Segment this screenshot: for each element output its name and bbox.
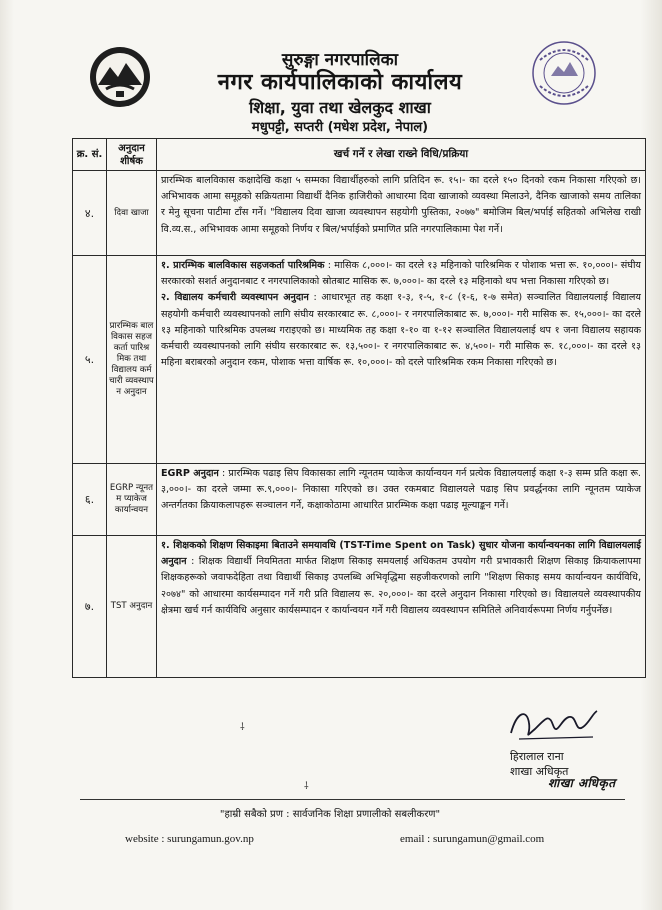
footer-slogan: "हाम्री सबैको प्रण : सार्वजनिक शिक्षा प्रणालीको सबलीकरण" bbox=[219, 809, 441, 820]
procedure-paragraph: १. प्रारम्भिक बालविकास सहजकर्ता पारिश्रमिक : मासिक ८,०००।- का दरले १३ महिनाको पारिश्रमिक र पोशाक भत्ता रू. १०,०००।- संघीय सरकारको सशर्त अनुदानबाट र नगरपालिकाको स्रोतबाट मासिक रू. ७,०००।- का दरले १३ महिनाको थप भत्ता निकासा गरिएको छ। bbox=[161, 260, 641, 288]
row-grant-title: EGRP न्यूनतम प्याकेज कार्यान्वयन bbox=[107, 464, 157, 536]
row-procedure bbox=[157, 536, 646, 678]
row-sn: ७. bbox=[73, 536, 107, 678]
procedure-paragraph: १. शिक्षकको शिक्षण सिकाइमा बिताउने समयावधि (TST-Time Spent on Task) सुधार योजना कार्यान्वयनका लागि विद्यालयलाई अनुदान : शिक्षक विद्यार्थी नियमितता मार्फत शिक्षण सिकाइ समयलाई अधिकतम उपयोग गरी प्रभावकारी शिक्षण सिकाइ क्रियाकलापमा शिक्षकहरूको जवाफदेहिता तथा विद्यार्थी सिकाइ उपलब्धि अभिवृद्धिमा सहजीकरणको लागि "शिक्षण सिकाइ समय कार्यान्वयन कार्यविधि, २०७४" को आधारमा कार्यसम्पादन गर्ने गरी प्रति विद्यालय रू. २०,०००।- का दरले अनुदान निकासा गरिएको छ। विद्यालयले व्यवस्थापकीय क्षेत्रमा खर्च गर्न कार्यविधि अनुसार कार्यसम्पादन र कार्यान्वयन गर्ने गरी विद्यालय व्यवस्थापन समितिले अनिवार्यरूपमा निर्णय गर्नुपर्नेछ। bbox=[161, 540, 641, 616]
footer-divider bbox=[80, 799, 625, 800]
municipal-emblem-icon bbox=[88, 45, 152, 109]
header-grant-title: अनुदान शीर्षक bbox=[107, 139, 157, 171]
procedure-paragraph: प्रारम्भिक बालविकास कक्षादेखि कक्षा ५ सम्मका विद्यार्थीहरुको लागि प्रतिदिन रू. १५।- का दरले १५० दिनको रकम निकासा गरिएको छ। अभिभावक आमा समूहको सक्रियतामा विद्यार्थी दैनिक हाजिरीको आधारमा दिवा खाजाको व्यवस्था मिलाउने, दैनिक खाजाको समय तालिका र मेनु सूचना पाटीमा टाँस गर्ने। "विद्यालय दिवा खाजा व्यवस्थापन सहयोगी पुस्तिका, २०७७" बमोजिम बिल/भर्पाई सहितको अभिलेख राखी वि.व्य.स., अभिभावक आमा समूहको निर्णय र बिल/भर्पाईको प्रमाणित प्रति नगरपालिकामा पेश गर्ने। bbox=[161, 175, 641, 235]
office-seal-icon bbox=[531, 40, 597, 106]
row-grant-title: TST अनुदान bbox=[107, 536, 157, 678]
grant-procedure-table bbox=[72, 138, 646, 678]
procedure-paragraph: EGRP अनुदान : प्रारम्भिक पढाइ सिप विकासका लागि न्यूनतम प्याकेज कार्यान्वयन गर्न प्रत्येक विद्यालयलाई कक्षा १-३ सम्म प्रति कक्षा रू. ३,०००।- का दरले जम्मा रू.९,०००।- निकासा गरिएको छ। उक्त रकमबाट विद्यालयले पढाइ सिप प्रवर्द्धनका लागि न्यूनतम प्याकेज अन्तर्गतका क्रियाकलापहरू सञ्चालन गर्ने, कक्षाकोठामा आधारित प्रारम्भिक कक्षा पढाइ मूल्याङ्कन गर्ने। bbox=[161, 468, 641, 512]
official-stamp: शाखा अधिकृत bbox=[548, 776, 616, 790]
signer-role: शाखा अधिकृत bbox=[510, 765, 569, 778]
table-row bbox=[73, 256, 646, 464]
row-sn: ५. bbox=[73, 256, 107, 464]
header-sn: क्र. सं. bbox=[73, 139, 107, 171]
branch-name: शिक्षा, युवा तथा खेलकुद शाखा bbox=[249, 98, 431, 117]
table-row bbox=[73, 171, 646, 256]
footer-email: email : surungamun@gmail.com bbox=[400, 833, 545, 845]
footer-website: website : surungamun.gov.np bbox=[125, 833, 254, 845]
table-header-row bbox=[73, 139, 646, 171]
signature-icon bbox=[505, 703, 600, 745]
municipality-name: सुरुङ्गा नगरपालिका bbox=[281, 50, 399, 70]
row-procedure bbox=[157, 464, 646, 536]
row-sn: ६. bbox=[73, 464, 107, 536]
procedure-paragraph: २. विद्यालय कर्मचारी व्यवस्थापन अनुदान : आधारभूत तह कक्षा १-३, १-५, १-८ (१-६, १-७ समेत) सञ्चालित विद्यालयलाई विद्यालय सहयोगी कर्मचारी व्यवस्थापनको लागि संघीय सरकारबाट रू. ८,०००।- र नगरपालिकाबाट रू. ७,०००।- गरी मासिक रू. १५,०००।- का दरले १३ महिनाको पारिश्रमिक उपलब्ध गराइएको छ। माध्यमिक तह कक्षा १-१० वा १-१२ सञ्चालित विद्यालयलाई थप १ जना विद्यालय सहायक कर्मचारी व्यवस्थापनको लागि संघीय सरकारबाट रू. १३,५००।- र नगरपालिकाबाट रू. ४,५००।- गरी मासिक रू. १८,०००।- का दरले १३ महिना बराबरको अनुदान रकम, पोशाक भत्ता वार्षिक रू. १०,०००।- को दरले पारिश्रमिक रकम निकासा गरिएको छ। bbox=[161, 292, 641, 369]
row-sn: ४. bbox=[73, 171, 107, 256]
page-mark-icon: ⸸ bbox=[304, 781, 309, 792]
header-procedure: खर्च गर्ने र लेखा राख्ने विधि/प्रक्रिया bbox=[157, 139, 646, 171]
row-grant-title: दिवा खाजा bbox=[107, 171, 157, 256]
row-procedure bbox=[157, 256, 646, 464]
row-grant-title: प्रारम्भिक बालविकास सहजकर्ता पारिश्रमिक तथा विद्यालय कर्मचारी व्यवस्थापन अनुदान bbox=[107, 256, 157, 464]
office-address: मधुपट्टी, सप्तरी (मधेश प्रदेश, नेपाल) bbox=[251, 120, 429, 135]
page-mark-icon: ⸸ bbox=[240, 722, 245, 733]
table-row bbox=[73, 464, 646, 536]
office-title: नगर कार्यपालिकाको कार्यालय bbox=[217, 70, 463, 95]
table-row bbox=[73, 536, 646, 678]
signer-name: हिरालाल राना bbox=[510, 750, 564, 763]
row-procedure bbox=[157, 171, 646, 256]
